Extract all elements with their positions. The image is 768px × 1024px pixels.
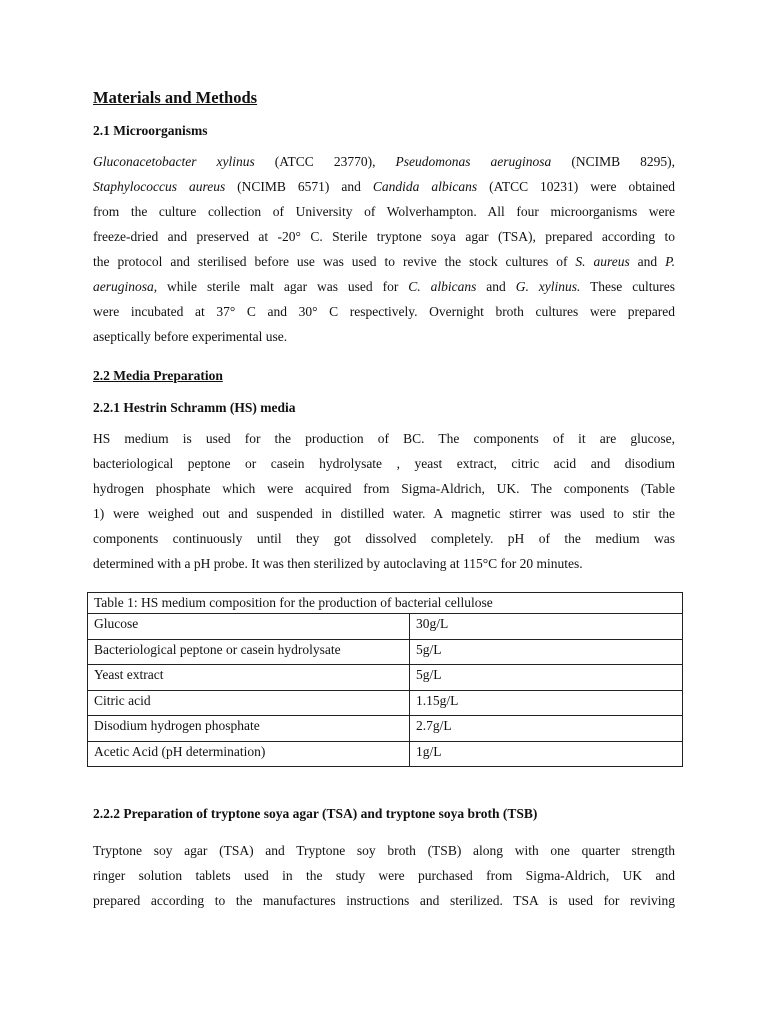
species-name: Pseudomonas aeruginosa xyxy=(395,154,552,169)
section-2-2-2-title: 2.2.2 Preparation of tryptone soya agar (TSA) and tryptone soya broth (TSB) xyxy=(93,806,538,821)
paragraph-line: hydrogen phosphate which were acquired from Sigma-Aldrich, UK. The components (Table xyxy=(93,481,675,496)
section-2-1-title: 2.1 Microorganisms xyxy=(93,123,208,138)
paragraph-line: from the culture collection of University of Wolverhampton. All four microorganisms were xyxy=(93,204,675,219)
text-run: the protocol and sterilised before use was used to revive the stock cultures of xyxy=(93,254,576,269)
paragraph-line: ringer solution tablets used in the study were purchased from Sigma-Aldrich, UK and xyxy=(93,868,675,883)
table-row xyxy=(88,741,683,767)
paragraph-line: were incubated at 37° C and 30° C respectively. Overnight broth cultures were prepared xyxy=(93,304,675,319)
paragraph-line: Tryptone soy agar (TSA) and Tryptone soy broth (TSB) along with one quarter strength xyxy=(93,843,675,858)
table-row xyxy=(88,639,683,665)
text-run: (ATCC 10231) were obtained xyxy=(477,179,675,194)
text-run: (ATCC 23770), xyxy=(254,154,396,169)
species-name: Staphylococcus aureus xyxy=(93,179,226,194)
table-row xyxy=(88,716,683,742)
amount-cell: 2.7g/L xyxy=(410,716,683,742)
table-row xyxy=(88,690,683,716)
amount-cell: 5g/L xyxy=(410,665,683,691)
paragraph-line: bacteriological peptone or casein hydrolysate , yeast extract, citric acid and disodium xyxy=(93,456,675,471)
table-caption-row xyxy=(88,593,683,614)
component-cell: Yeast extract xyxy=(88,665,410,691)
table-row xyxy=(88,665,683,691)
paragraph-line: freeze-dried and preserved at -20° C. Sterile tryptone soya agar (TSA), prepared according to xyxy=(93,229,675,244)
species-name: aeruginosa, xyxy=(93,279,158,294)
paragraph-line: determined with a pH probe. It was then sterilized by autoclaving at 115°C for 20 minutes. xyxy=(93,556,583,571)
paragraph-line xyxy=(93,174,675,199)
amount-cell: 1.15g/L xyxy=(410,690,683,716)
amount-cell: 5g/L xyxy=(410,639,683,665)
text-run: (NCIMB 6571) and xyxy=(225,179,373,194)
section-2-2-title: 2.2 Media Preparation xyxy=(93,368,223,383)
component-cell: Bacteriological peptone or casein hydrolysate xyxy=(88,639,410,665)
amount-cell: 1g/L xyxy=(410,741,683,767)
paragraph-line xyxy=(93,149,675,174)
section-2-2-1-title: 2.2.1 Hestrin Schramm (HS) media xyxy=(93,400,296,415)
paragraph-line xyxy=(93,274,675,299)
paragraph-line: HS medium is used for the production of BC. The components of it are glucose, xyxy=(93,431,675,446)
component-cell: Glucose xyxy=(88,614,410,640)
section-2-1-paragraph xyxy=(93,149,675,349)
text-run: (NCIMB 8295), xyxy=(551,154,676,169)
paragraph-line: 1) were weighed out and suspended in distilled water. A magnetic stirrer was used to stir the xyxy=(93,506,675,521)
paragraph-line: components continuously until they got dissolved completely. pH of the medium was xyxy=(93,531,675,546)
table-row xyxy=(88,614,683,640)
text-run: and xyxy=(629,254,666,269)
species-name: S. aureus xyxy=(575,254,630,269)
amount-cell: 30g/L xyxy=(410,614,683,640)
component-cell: Citric acid xyxy=(88,690,410,716)
section-2-2-1-paragraph xyxy=(93,426,675,576)
hs-medium-table xyxy=(87,592,683,767)
species-name: C. albicans xyxy=(408,279,477,294)
section-2-2-2-paragraph xyxy=(93,838,675,913)
text-run: while sterile malt agar was used for xyxy=(157,279,409,294)
species-name: P. xyxy=(665,254,676,269)
text-run: These cultures xyxy=(580,279,675,294)
paragraph-line: prepared according to the manufactures instructions and sterilized. TSA is used for reviving xyxy=(93,893,675,908)
paragraph-line xyxy=(93,249,675,274)
table-caption: Table 1: HS medium composition for the production of bacterial cellulose xyxy=(88,593,683,614)
species-name: G. xylinus. xyxy=(515,279,581,294)
paragraph-line: aseptically before experimental use. xyxy=(93,329,288,344)
component-cell: Acetic Acid (pH determination) xyxy=(88,741,410,767)
page-title: Materials and Methods xyxy=(93,88,258,107)
species-name: Gluconacetobacter xylinus xyxy=(93,154,255,169)
text-run: and xyxy=(476,279,516,294)
species-name: Candida albicans xyxy=(372,179,478,194)
component-cell: Disodium hydrogen phosphate xyxy=(88,716,410,742)
